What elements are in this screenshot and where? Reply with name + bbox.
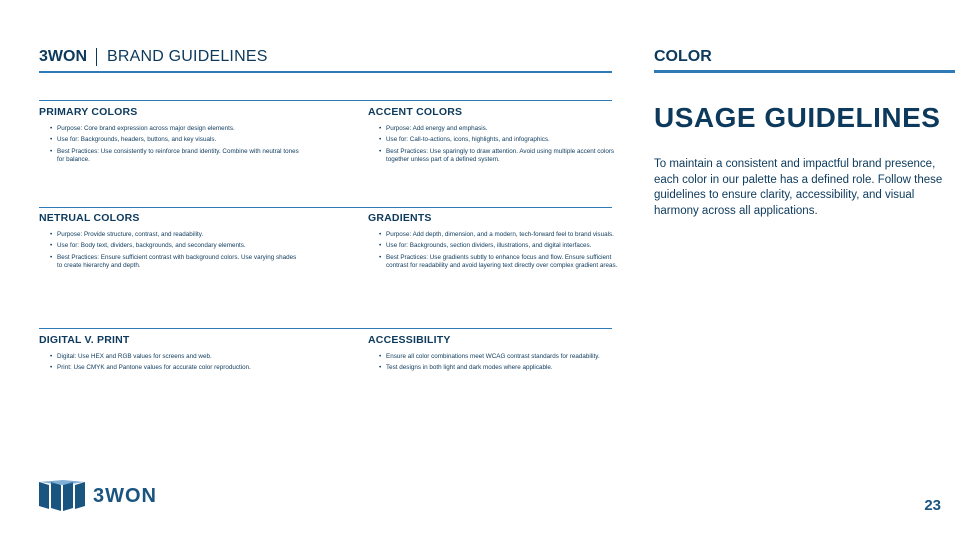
list-item: • Test designs in both light and dark modes where applicable. bbox=[368, 364, 628, 372]
section-title: NETRUAL COLORS bbox=[39, 212, 140, 224]
list-item: • Digital: Use HEX and RGB values for screens and web. bbox=[39, 353, 299, 361]
list-item: • Use for: Backgrounds, headers, buttons, and key visuals. bbox=[39, 136, 299, 144]
sidebar-header bbox=[654, 47, 955, 73]
bullet-list bbox=[39, 353, 299, 373]
bullet-list bbox=[368, 231, 628, 271]
bullet-list bbox=[368, 125, 628, 165]
row-divider-2 bbox=[39, 207, 612, 208]
usage-body: To maintain a consistent and impactful brand presence, each color in our palette has a defined role. Follow these guidelines to ensure clarity, accessibility, and visual harmony across all applications. bbox=[654, 158, 943, 217]
section-digital-print bbox=[39, 334, 299, 376]
section-gradients bbox=[368, 212, 628, 274]
list-item: • Purpose: Core brand expression across major design elements. bbox=[39, 125, 299, 133]
usage-title: USAGE GUIDELINES bbox=[654, 102, 941, 133]
list-item: • Purpose: Provide structure, contrast, and readability. bbox=[39, 231, 299, 239]
list-item: • Ensure all color combinations meet WCAG contrast standards for readability. bbox=[368, 353, 628, 361]
section-neutral-colors bbox=[39, 212, 299, 274]
bullet-list bbox=[39, 125, 299, 165]
page-header bbox=[39, 47, 612, 73]
logo-mark-icon bbox=[39, 480, 89, 512]
section-accessibility bbox=[368, 334, 628, 376]
row-divider-1 bbox=[39, 100, 612, 101]
list-item: • Use for: Call-to-actions, icons, highlights, and infographics. bbox=[368, 136, 628, 144]
section-title: ACCENT COLORS bbox=[368, 106, 463, 118]
list-item: • Best Practices: Use gradients subtly to enhance focus and flow. Ensure sufficient contrast for readability and avoid layering text directly over complex gradient areas. bbox=[368, 254, 628, 271]
list-item: • Use for: Body text, dividers, backgrounds, and secondary elements. bbox=[39, 242, 299, 250]
row-divider-3 bbox=[39, 328, 612, 329]
logo-text: 3WON bbox=[93, 485, 157, 507]
page-number: 23 bbox=[924, 497, 941, 514]
section-primary-colors bbox=[39, 106, 299, 168]
sidebar-label: COLOR bbox=[654, 48, 712, 65]
list-item: • Best Practices: Use consistently to reinforce brand identity. Combine with neutral tones for balance. bbox=[39, 148, 299, 165]
section-title: ACCESSIBILITY bbox=[368, 334, 451, 346]
list-item: • Purpose: Add energy and emphasis. bbox=[368, 125, 628, 133]
bullet-list bbox=[39, 231, 299, 271]
header-divider bbox=[96, 48, 97, 66]
list-item: • Print: Use CMYK and Pantone values for accurate color reproduction. bbox=[39, 364, 299, 372]
bullet-list bbox=[368, 353, 628, 373]
header-title: BRAND GUIDELINES bbox=[107, 48, 268, 65]
list-item: • Best Practices: Ensure sufficient contrast with background colors. Use varying shades to create hierarchy and depth. bbox=[39, 254, 299, 271]
section-title: PRIMARY COLORS bbox=[39, 106, 138, 118]
section-title: GRADIENTS bbox=[368, 212, 432, 224]
section-title: DIGITAL V. PRINT bbox=[39, 334, 130, 346]
list-item: • Best Practices: Use sparingly to draw attention. Avoid using multiple accent colors together unless part of a defined system. bbox=[368, 148, 628, 165]
header-brand: 3WON bbox=[39, 48, 87, 65]
section-accent-colors bbox=[368, 106, 628, 168]
list-item: • Use for: Backgrounds, section dividers, illustrations, and digital interfaces. bbox=[368, 242, 628, 250]
list-item: • Purpose: Add depth, dimension, and a modern, tech-forward feel to brand visuals. bbox=[368, 231, 628, 239]
